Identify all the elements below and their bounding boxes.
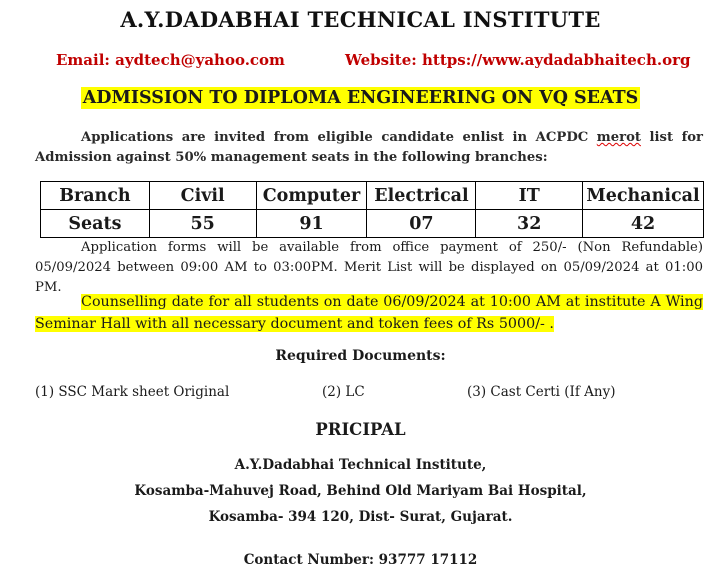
application-info-paragraph [35,238,703,298]
table-cell: 91 [256,210,367,238]
signatory-title: PRICIPAL [315,420,406,439]
document-item: (1) SSC Mark sheet Original [35,384,230,400]
contact-number: Contact Number: 93777 17112 [243,552,478,568]
counselling-paragraph [35,291,703,335]
intro-text-part2: list for Admission against 50% management seats in the following branches: [35,130,703,165]
address-line: Kosamba-Mahuvej Road, Behind Old Mariyam Bai Hospital, [134,483,587,499]
table-cell: 32 [476,210,583,238]
application-info-text: Application forms will be available from office payment of 250/- (Non Refundable) 05/09/2024 between 09:00 AM to 03:00PM. Merit List will be displayed on 05/09/2024 at 01:00 PM. [35,240,703,295]
required-documents-title: Required Documents: [275,348,446,364]
institute-title: A.Y.DADABHAI TECHNICAL INSTITUTE [120,7,601,32]
table-cell: Seats [41,210,150,238]
table-cell: Mechanical [583,182,704,210]
document-item: (3) Cast Certi (If Any) [467,384,616,400]
table-cell: Computer [256,182,367,210]
table-cell: Civil [149,182,256,210]
table-cell: IT [476,182,583,210]
admission-heading [0,88,721,108]
email-text: Email: aydtech@yahoo.com [56,51,285,69]
address-line: Kosamba- 394 120, Dist- Surat, Gujarat. [208,509,513,525]
website-text: Website: https://www.aydadabhaitech.org [345,51,691,69]
table-cell: 55 [149,210,256,238]
intro-text-part1: Applications are invited from eligible candidate enlist in ACPDC [81,130,597,145]
table-cell: 07 [367,210,476,238]
intro-misspelled-word: merot [596,130,641,145]
branch-seat-table [40,181,704,238]
table-row [41,210,704,238]
table-cell: Branch [41,182,150,210]
counselling-text: Counselling date for all students on date 06/09/2024 at 10:00 AM at institute A Wing Seminar Hall with all necessary document and token fees of Rs 5000/- . [35,294,703,332]
address-line: A.Y.Dadabhai Technical Institute, [234,457,487,473]
table-cell: Electrical [367,182,476,210]
admission-heading-text: ADMISSION TO DIPLOMA ENGINEERING ON VQ SEATS [82,88,639,108]
intro-paragraph [35,128,703,168]
table-cell: 42 [583,210,704,238]
table-header-row [41,182,704,210]
document-item: (2) LC [322,384,365,400]
